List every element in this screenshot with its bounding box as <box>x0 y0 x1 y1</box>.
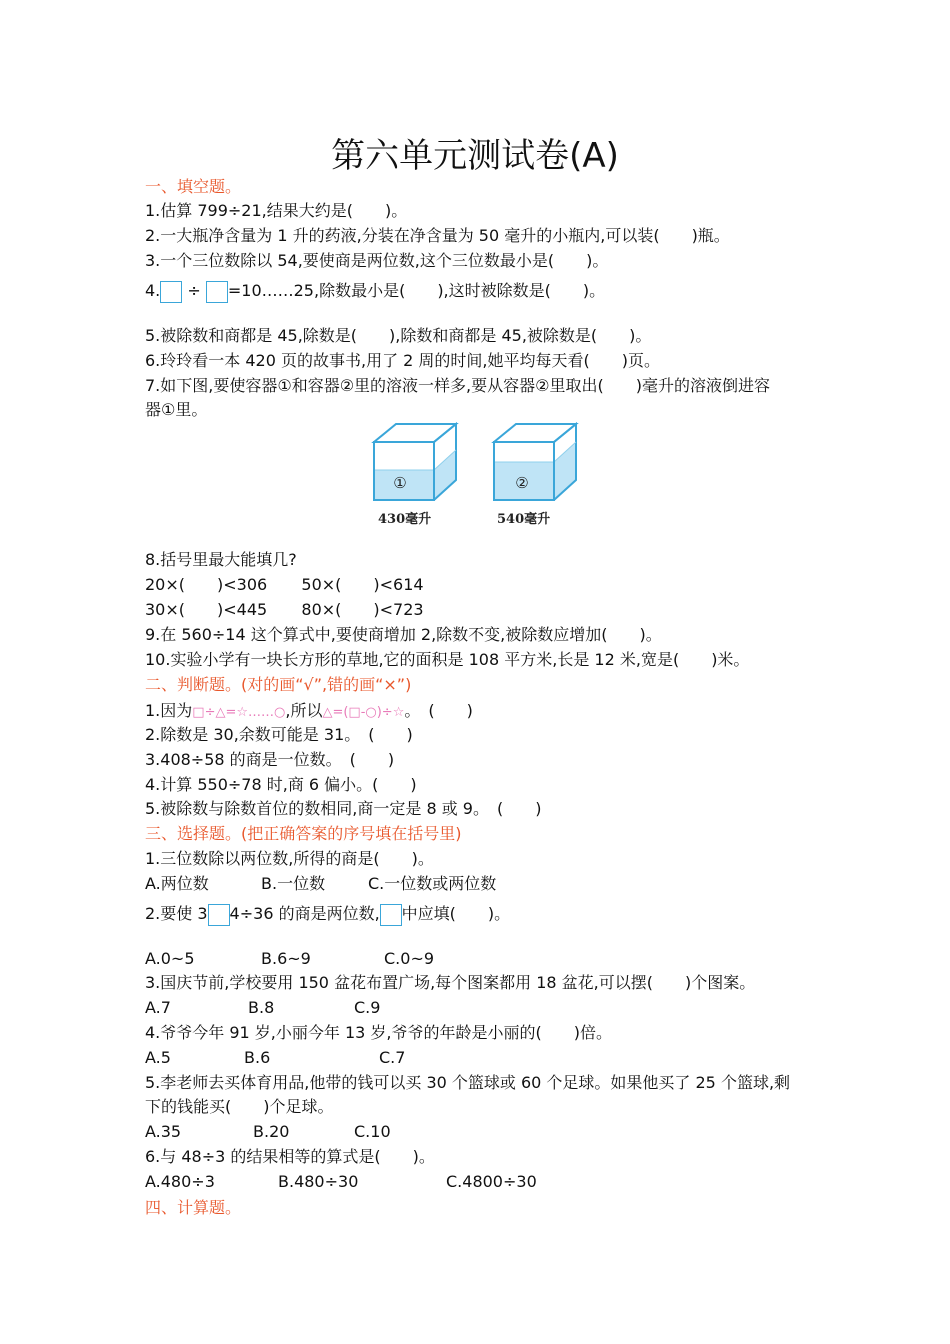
choice-q3-options <box>145 997 380 1019</box>
fill-q4-div: ÷ <box>187 281 201 300</box>
container-2-figure <box>490 420 580 504</box>
fill-q4-suffix: =10……25,除数最小是( ),这时被除数是( )。 <box>227 281 606 300</box>
fill-q5: 5.被除数和商都是 45,除数是( ),除数和商都是 45,被除数是( )。 <box>145 326 652 345</box>
choice-q5-line2: 下的钱能买( )个足球。 <box>145 1097 334 1116</box>
choice-q6-options <box>145 1171 537 1193</box>
choice-q2-mid: 4÷36 的商是两位数, <box>229 904 380 923</box>
fill-q10: 10.实验小学有一块长方形的草地,它的面积是 108 平方米,长是 12 米,宽是( )米。 <box>145 650 750 669</box>
judge-q1-formula2: △=(□-○)÷☆ <box>322 705 405 720</box>
judge-q1-prefix: 1.因为 <box>145 701 193 720</box>
choice-q1: 1.三位数除以两位数,所得的商是( )。 <box>145 849 434 868</box>
choice-q5-options <box>145 1121 391 1143</box>
container-2-mark: ② <box>515 474 529 492</box>
choice-q1-b: B.一位数 <box>261 874 326 893</box>
choice-q4-options <box>145 1047 405 1069</box>
choice-q3: 3.国庆节前,学校要用 150 盆花布置广场,每个图案都用 18 盆花,可以摆( )个图案。 <box>145 973 756 992</box>
fill-q8-row1 <box>145 574 424 596</box>
container-1-mark: ① <box>393 474 407 492</box>
choice-q3-a: A.7 <box>145 998 171 1017</box>
choice-q3-b: B.8 <box>248 998 275 1017</box>
section-judge-heading: 二、判断题。(对的画“√”,错的画“×”) <box>145 675 412 694</box>
choice-q6-c: C.4800÷30 <box>446 1172 537 1191</box>
fill-q1: 1.估算 799÷21,结果大约是( )。 <box>145 201 408 220</box>
choice-q4-c: C.7 <box>379 1048 406 1067</box>
fill-q8-a: 20×( )<306 <box>145 575 268 594</box>
choice-q6: 6.与 48÷3 的结果相等的算式是( )。 <box>145 1147 435 1166</box>
choice-q5-b: B.20 <box>253 1122 290 1141</box>
fill-q4-prefix: 4. <box>145 281 161 300</box>
choice-q5-a: A.35 <box>145 1122 182 1141</box>
judge-q3: 3.408÷58 的商是一位数。 ( ) <box>145 750 395 769</box>
choice-q1-a: A.两位数 <box>145 874 209 893</box>
choice-q5-line1: 5.李老师去买体育用品,他带的钱可以买 30 个篮球或 60 个足球。如果他买了 25 个篮球,剩 <box>145 1073 791 1092</box>
fill-q6: 6.玲玲看一本 420 页的故事书,用了 2 周的时间,她平均每天看( )页。 <box>145 351 660 370</box>
fill-q7-line1: 7.如下图,要使容器①和容器②里的溶液一样多,要从容器②里取出( )毫升的溶液倒进容 <box>145 376 770 395</box>
choice-q4-b: B.6 <box>244 1048 271 1067</box>
judge-q2: 2.除数是 30,余数可能是 31。 ( ) <box>145 725 413 744</box>
container-1-figure <box>370 420 460 504</box>
fill-q3: 3.一个三位数除以 54,要使商是两位数,这个三位数最小是( )。 <box>145 251 609 270</box>
fill-q4 <box>145 280 605 303</box>
judge-q1-suffix: 。 ( ) <box>404 701 473 720</box>
fill-q9: 9.在 560÷14 这个算式中,要使商增加 2,除数不变,被除数应增加( )。 <box>145 625 662 644</box>
choice-q6-b: B.480÷30 <box>278 1172 359 1191</box>
fill-q8-c: 30×( )<445 <box>145 600 268 619</box>
fill-q8-b: 50×( )<614 <box>301 575 424 594</box>
choice-q5-c: C.10 <box>354 1122 391 1141</box>
fill-q8-row2 <box>145 599 424 621</box>
judge-q4: 4.计算 550÷78 时,商 6 偏小。( ) <box>145 775 417 794</box>
container-1-label: 430毫升 <box>378 512 432 527</box>
fill-q8: 8.括号里最大能填几? <box>145 550 297 569</box>
blank-box <box>160 281 182 303</box>
choice-q4: 4.爷爷今年 91 岁,小丽今年 13 岁,爷爷的年龄是小丽的( )倍。 <box>145 1023 612 1042</box>
choice-q3-c: C.9 <box>354 998 381 1017</box>
blank-box <box>380 904 402 926</box>
blank-box <box>208 904 230 926</box>
fill-q7-line2: 器①里。 <box>145 400 208 419</box>
judge-q1-mid: ,所以 <box>285 701 323 720</box>
fill-q8-d: 80×( )<723 <box>301 600 424 619</box>
choice-q1-options <box>145 873 496 895</box>
choice-q2-prefix: 2.要使 3 <box>145 904 208 923</box>
choice-q2-b: B.6~9 <box>261 949 311 968</box>
section-calc-heading: 四、计算题。 <box>145 1198 242 1217</box>
choice-q2-a: A.0~5 <box>145 949 195 968</box>
judge-q1-formula1: □÷△=☆……○ <box>192 705 286 720</box>
choice-q2-suffix: 中应填( )。 <box>401 904 511 923</box>
choice-q2 <box>145 903 510 926</box>
choice-q6-a: A.480÷3 <box>145 1172 215 1191</box>
section-fill-heading: 一、填空题。 <box>145 177 242 196</box>
choice-q4-a: A.5 <box>145 1048 171 1067</box>
choice-q2-c: C.0~9 <box>384 949 435 968</box>
blank-box <box>206 281 228 303</box>
judge-q5: 5.被除数与除数首位的数相同,商一定是 8 或 9。 ( ) <box>145 799 542 818</box>
choice-q1-c: C.一位数或两位数 <box>368 874 497 893</box>
choice-q2-options <box>145 948 434 970</box>
container-2-label: 540毫升 <box>497 512 551 527</box>
page-title: 第六单元测试卷(A) <box>331 136 619 176</box>
section-choice-heading: 三、选择题。(把正确答案的序号填在括号里) <box>145 824 462 843</box>
judge-q1 <box>145 700 473 724</box>
fill-q2: 2.一大瓶净含量为 1 升的药液,分装在净含量为 50 毫升的小瓶内,可以装( )瓶。 <box>145 226 730 245</box>
